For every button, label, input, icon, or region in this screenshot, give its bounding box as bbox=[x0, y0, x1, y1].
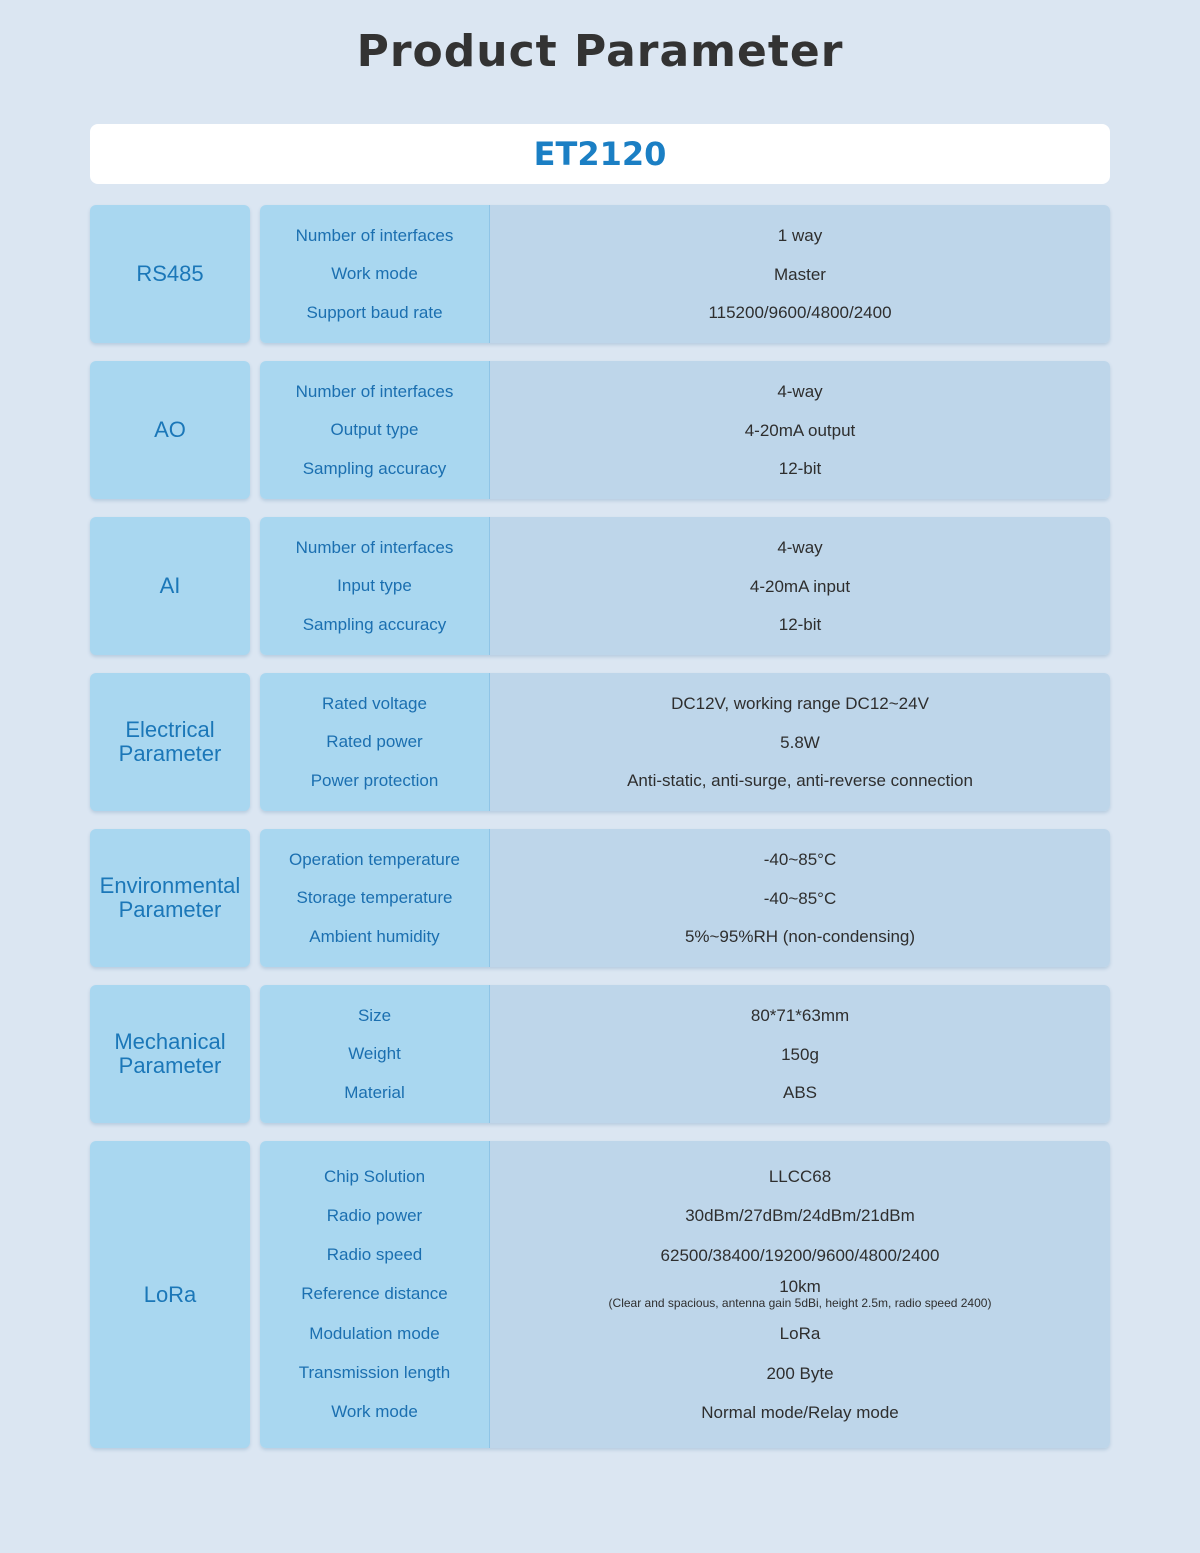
param-table bbox=[260, 673, 1110, 811]
param-values bbox=[490, 361, 1110, 499]
param-name: Storage temperature bbox=[296, 888, 453, 907]
category-cell bbox=[90, 673, 250, 811]
category-label: Electrical Parameter bbox=[118, 717, 222, 766]
param-value bbox=[490, 1314, 1110, 1353]
section-environmental bbox=[90, 829, 1110, 967]
category-label: LoRa bbox=[143, 1281, 197, 1307]
category-cell bbox=[90, 985, 250, 1123]
param-name: Work mode bbox=[331, 1402, 418, 1422]
param-value bbox=[490, 723, 1110, 762]
page-title: Product Parameter bbox=[356, 26, 844, 77]
param-value bbox=[490, 216, 1110, 255]
param-values bbox=[490, 673, 1110, 811]
model-name: ET2120 bbox=[533, 135, 667, 173]
param-value-text: DC12V, working range DC12~24V bbox=[671, 694, 929, 713]
param-name: Input type bbox=[337, 576, 412, 595]
param-value bbox=[490, 1073, 1110, 1112]
param-name: Transmission length bbox=[298, 1363, 451, 1383]
param-value bbox=[490, 1236, 1110, 1275]
section-rs485 bbox=[90, 205, 1110, 343]
param-value-text: 4-20mA input bbox=[749, 576, 851, 596]
category-label: AO bbox=[154, 417, 186, 442]
param-table bbox=[260, 1141, 1110, 1448]
param-value-text: 12-bit bbox=[778, 615, 822, 634]
param-value bbox=[490, 449, 1110, 488]
param-name: Rated power bbox=[326, 732, 423, 751]
param-name: Support baud rate bbox=[306, 302, 443, 322]
category-label: Mechanical Parameter bbox=[114, 1029, 226, 1078]
param-name: Output type bbox=[330, 420, 419, 439]
param-value bbox=[490, 996, 1110, 1035]
param-value bbox=[490, 411, 1110, 450]
param-value-text: 5%~95%RH (non-condensing) bbox=[684, 927, 916, 946]
param-value-text: Master bbox=[774, 264, 826, 284]
param-value bbox=[490, 1196, 1110, 1235]
param-table bbox=[260, 205, 1110, 343]
param-name: Weight bbox=[348, 1044, 401, 1063]
param-names bbox=[260, 829, 490, 967]
param-value-text: Anti-static, anti-surge, anti-reverse connection bbox=[627, 771, 973, 790]
section-mechanical bbox=[90, 985, 1110, 1123]
param-value bbox=[490, 1393, 1110, 1432]
param-value-text: 4-20mA output bbox=[744, 420, 856, 440]
param-values bbox=[490, 1141, 1110, 1448]
param-values bbox=[490, 205, 1110, 343]
param-value bbox=[490, 255, 1110, 294]
param-value bbox=[490, 605, 1110, 644]
param-names bbox=[260, 361, 490, 499]
param-value-text: 150g bbox=[781, 1044, 819, 1064]
param-name: Work mode bbox=[331, 264, 418, 283]
param-value bbox=[490, 293, 1110, 332]
param-name: Chip Solution bbox=[323, 1166, 426, 1186]
param-name: Material bbox=[344, 1082, 405, 1102]
param-value-text: ABS bbox=[782, 1083, 818, 1102]
param-table bbox=[260, 517, 1110, 655]
param-name: Radio speed bbox=[326, 1245, 423, 1265]
param-names bbox=[260, 205, 490, 343]
param-value-text: 4-way bbox=[777, 382, 823, 401]
param-value-text: 62500/38400/19200/9600/4800/2400 bbox=[660, 1245, 940, 1265]
param-value-text: 200 Byte bbox=[766, 1363, 834, 1383]
param-name: Reference distance bbox=[301, 1284, 448, 1304]
param-names bbox=[260, 517, 490, 655]
category-cell bbox=[90, 1141, 250, 1448]
param-values bbox=[490, 829, 1110, 967]
param-name: Operation temperature bbox=[288, 849, 461, 869]
param-value bbox=[490, 1275, 1110, 1314]
section-ai bbox=[90, 517, 1110, 655]
param-name: Power protection bbox=[310, 770, 439, 790]
param-name: Number of interfaces bbox=[295, 381, 454, 401]
param-value-text: 80*71*63mm bbox=[750, 1006, 850, 1025]
param-value bbox=[490, 1353, 1110, 1392]
param-value bbox=[490, 917, 1110, 956]
param-value bbox=[490, 1035, 1110, 1074]
param-name: Number of interfaces bbox=[295, 537, 454, 557]
param-value bbox=[490, 879, 1110, 918]
param-names bbox=[260, 985, 490, 1123]
category-cell bbox=[90, 517, 250, 655]
param-name: Sampling accuracy bbox=[302, 614, 447, 634]
param-value-text: 12-bit bbox=[778, 459, 822, 478]
param-value-text: -40~85°C bbox=[763, 850, 837, 869]
param-value bbox=[490, 761, 1110, 800]
param-value-text: 5.8W bbox=[780, 732, 820, 752]
param-name: Radio power bbox=[326, 1205, 423, 1225]
param-value-text: LoRa bbox=[779, 1324, 821, 1344]
param-value-text: Normal mode/Relay mode bbox=[701, 1402, 899, 1422]
param-value bbox=[490, 567, 1110, 606]
param-value-text: 10km bbox=[779, 1277, 821, 1297]
category-label: Environmental Parameter bbox=[99, 873, 241, 922]
category-label: RS485 bbox=[136, 261, 204, 286]
model-header bbox=[90, 124, 1110, 184]
param-name: Ambient humidity bbox=[309, 926, 440, 946]
param-values bbox=[490, 517, 1110, 655]
param-value-text: LLCC68 bbox=[768, 1167, 832, 1187]
param-names bbox=[260, 673, 490, 811]
param-value-text: 1 way bbox=[777, 226, 823, 245]
param-value bbox=[490, 840, 1110, 879]
param-name: Modulation mode bbox=[309, 1323, 440, 1343]
param-value bbox=[490, 684, 1110, 723]
param-table bbox=[260, 361, 1110, 499]
section-electrical bbox=[90, 673, 1110, 811]
param-value-text: 30dBm/27dBm/24dBm/21dBm bbox=[685, 1206, 915, 1226]
param-name: Number of interfaces bbox=[295, 225, 454, 245]
param-values bbox=[490, 985, 1110, 1123]
param-value bbox=[490, 528, 1110, 567]
param-value bbox=[490, 1157, 1110, 1196]
category-cell bbox=[90, 205, 250, 343]
param-names bbox=[260, 1141, 490, 1448]
param-table bbox=[260, 829, 1110, 967]
category-cell bbox=[90, 829, 250, 967]
param-value bbox=[490, 372, 1110, 411]
param-value-note: (Clear and spacious, antenna gain 5dBi, height 2.5m, radio speed 2400) bbox=[608, 1296, 992, 1311]
category-cell bbox=[90, 361, 250, 499]
param-name: Rated voltage bbox=[322, 693, 427, 713]
param-table bbox=[260, 985, 1110, 1123]
param-value-text: 115200/9600/4800/2400 bbox=[708, 303, 892, 322]
section-lora bbox=[90, 1141, 1110, 1448]
param-value-text: 4-way bbox=[777, 538, 823, 557]
param-name: Size bbox=[357, 1005, 392, 1025]
param-value-text: -40~85°C bbox=[763, 888, 837, 908]
param-name: Sampling accuracy bbox=[302, 458, 447, 478]
section-ao bbox=[90, 361, 1110, 499]
category-label: AI bbox=[159, 573, 181, 598]
